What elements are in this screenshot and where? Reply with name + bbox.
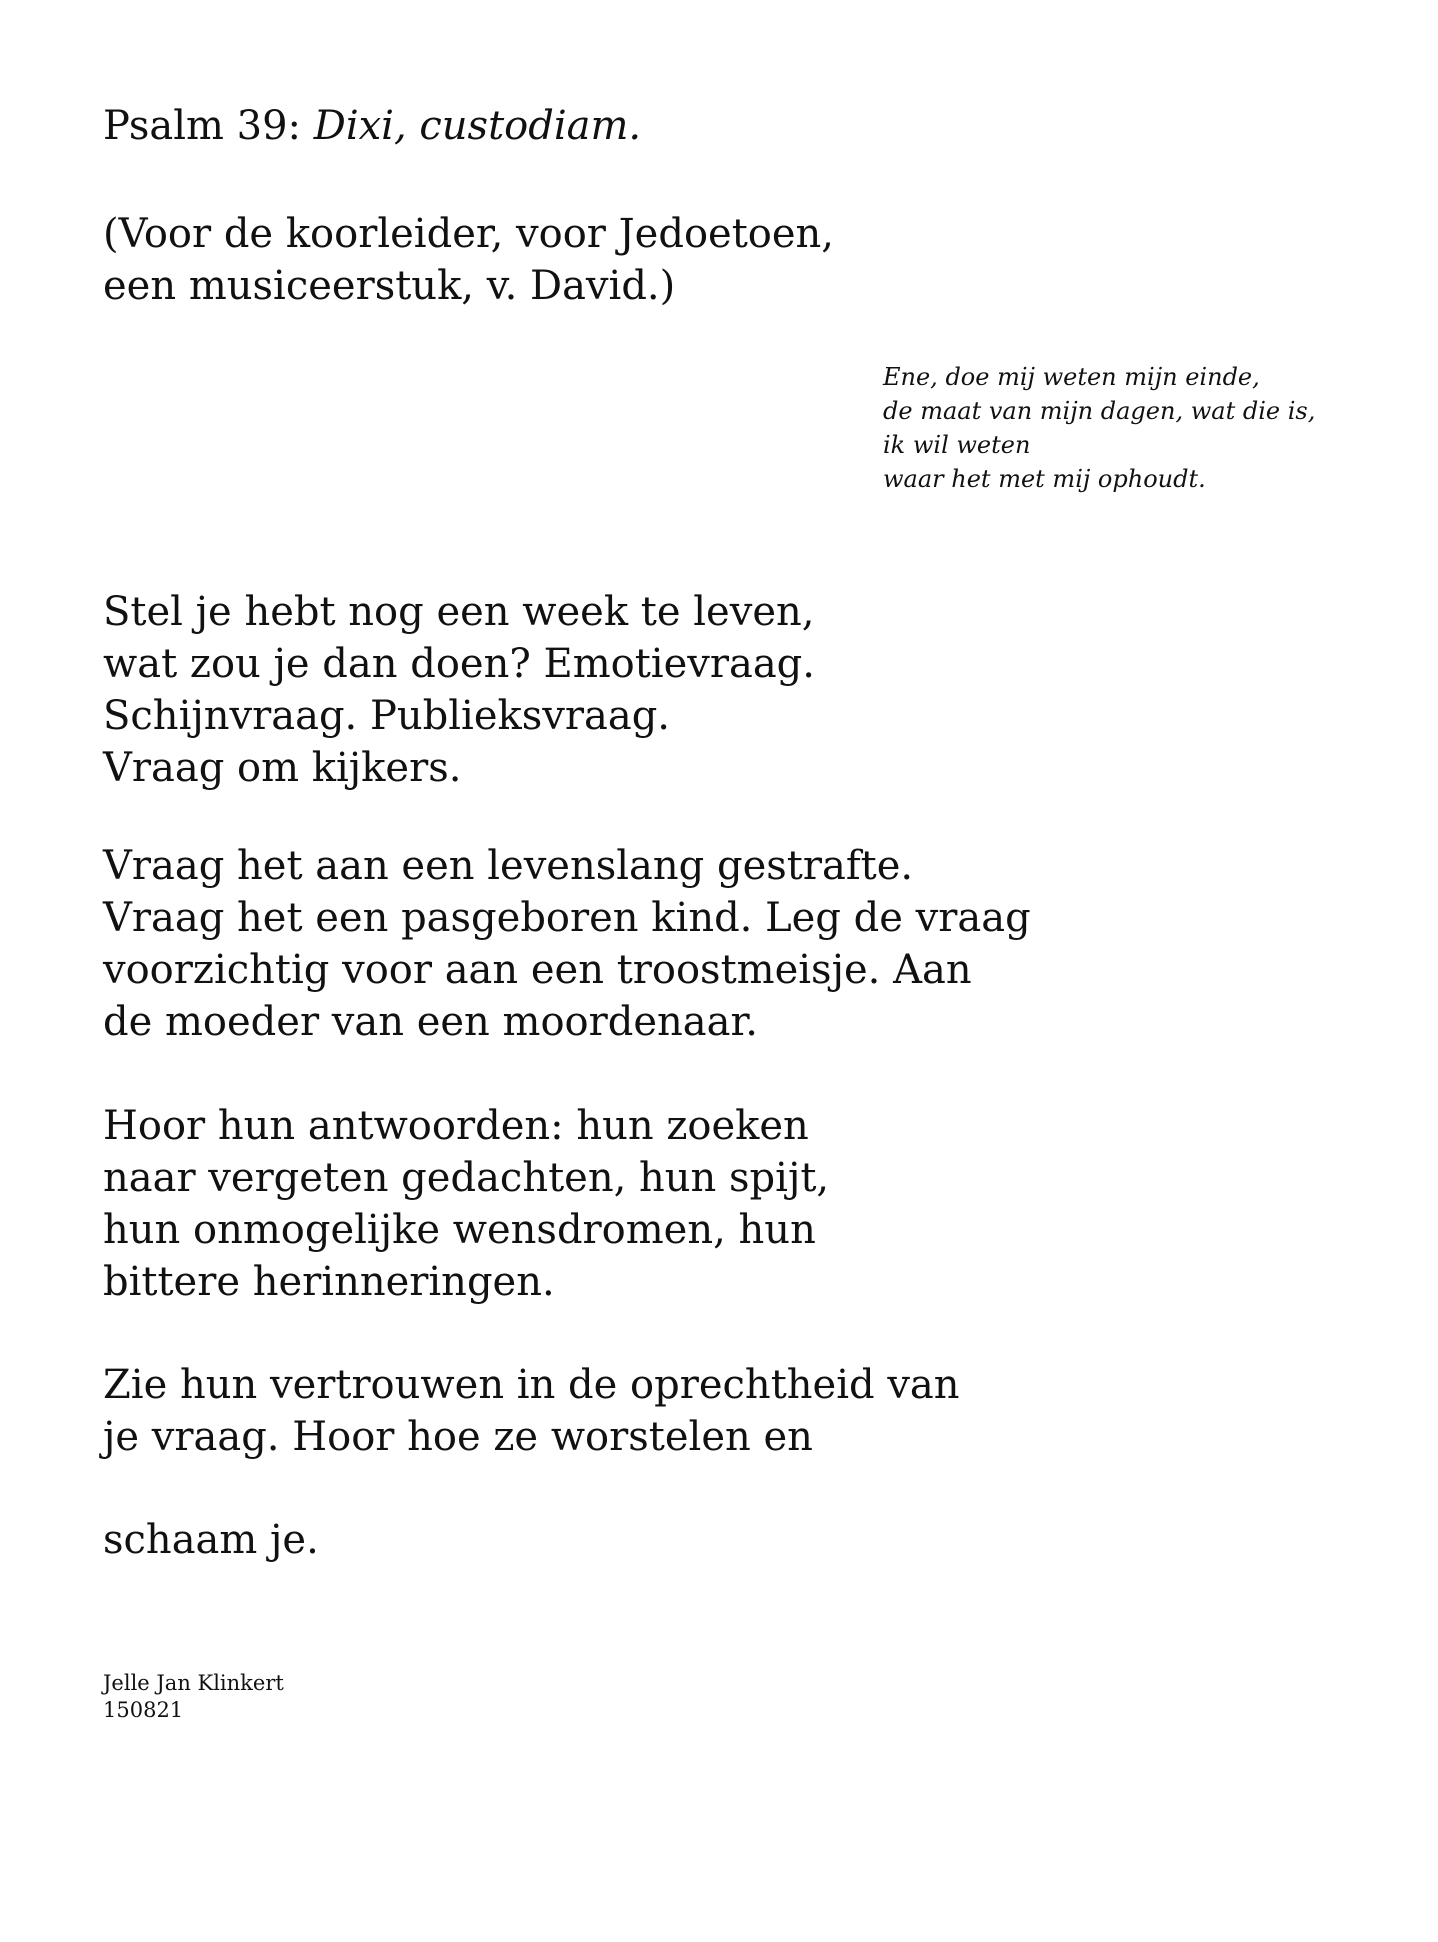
verse-line: schaam je. — [103, 1517, 319, 1563]
verse-line: wat zou je dan doen? Emotievraag. — [103, 641, 815, 687]
stanza-1 — [103, 586, 815, 794]
superscription-line: een musiceerstuk, v. David.) — [103, 263, 676, 309]
poem-title-latin: Dixi, custodiam. — [313, 103, 642, 149]
stanza-4 — [103, 1359, 960, 1463]
verse-line: de moeder van een moordenaar. — [103, 999, 758, 1045]
verse-line: Schijnvraag. Publieksvraag. — [103, 693, 671, 739]
verse-line: bittere herinneringen. — [103, 1259, 555, 1305]
stanza-3 — [103, 1100, 829, 1308]
date-stamp: 150821 — [103, 1698, 184, 1722]
verse-line: je vraag. Hoor hoe ze worstelen en — [103, 1414, 813, 1460]
epigraph-line: Ene, doe mij weten mijn einde, — [883, 363, 1260, 391]
verse-line: Vraag het een pasgeboren kind. Leg de vraag — [103, 895, 1031, 941]
verse-line: Hoor hun antwoorden: hun zoeken — [103, 1103, 809, 1149]
stanza-2 — [103, 840, 1031, 1048]
signature — [103, 1670, 284, 1724]
poem-title-prefix: Psalm 39: — [103, 103, 314, 149]
author-name: Jelle Jan Klinkert — [103, 1671, 284, 1695]
superscription — [103, 208, 834, 312]
verse-line: Vraag om kijkers. — [103, 745, 462, 791]
epigraph-line: de maat van mijn dagen, wat die is, — [883, 397, 1316, 425]
epigraph — [883, 360, 1315, 496]
verse-line: Zie hun vertrouwen in de oprechtheid van — [103, 1362, 960, 1408]
verse-line: Vraag het aan een levenslang gestrafte. — [103, 843, 914, 889]
superscription-line: (Voor de koorleider, voor Jedoetoen, — [103, 211, 834, 257]
verse-line: voorzichtig voor aan een troostmeisje. Aan — [103, 947, 972, 993]
verse-line: hun onmogelijke wensdromen, hun — [103, 1207, 816, 1253]
epigraph-line: ik wil weten — [883, 431, 1031, 459]
verse-line: naar vergeten gedachten, hun spijt, — [103, 1155, 830, 1201]
stanza-5 — [103, 1514, 319, 1566]
verse-line: Stel je hebt nog een week te leven, — [103, 589, 815, 635]
poem-title — [103, 100, 641, 152]
epigraph-line: waar het met mij ophoudt. — [883, 465, 1206, 493]
